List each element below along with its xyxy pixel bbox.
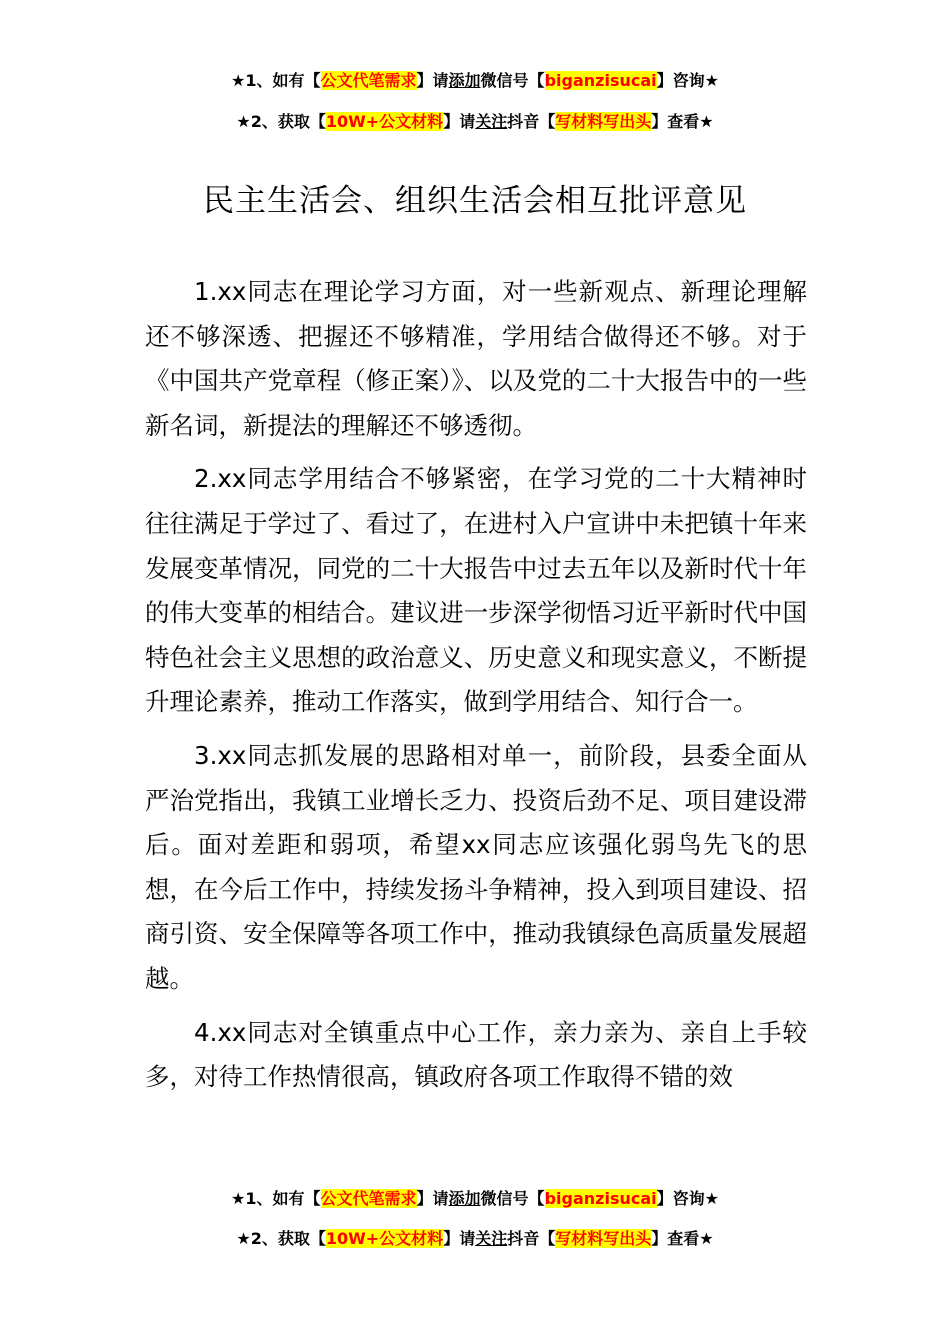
document-body [145,270,807,1109]
promo-underline: 添加 [448,71,481,90]
promo-text: 微信号【 [480,71,545,90]
promo-highlight: 写材料写出头 [555,1229,652,1248]
promo-underline: 关注 [475,112,508,131]
promo-text: ★1、如有【 [231,1189,321,1208]
header-promo-line-1 [0,71,950,91]
promo-text: 】咨询★ [656,1189,719,1208]
promo-text: 抖音【 [507,112,556,131]
promo-highlight: biganzisucai [544,71,657,90]
promo-highlight: 写材料写出头 [555,112,652,131]
promo-text: 抖音【 [507,1229,556,1248]
promo-underline: 关注 [475,1229,508,1248]
promo-text: 】查看★ [651,1229,714,1248]
promo-highlight: 公文代笔需求 [320,1189,417,1208]
promo-text: 】请 [416,1189,449,1208]
paragraph-2: 2.xx同志学用结合不够紧密，在学习党的二十大精神时往往满足于学过了、看过了，在进村入户宣讲中未把镇十年来发展变革情况，同党的二十大报告中过去五年以及新时代十年的伟大变革的相结合。建议进一步深学彻悟习近平新时代中国特色社会主义思想的政治意义、历史意义和现实意义，不断提升理论素养，推动工作落实，做到学用结合、知行合一。 [145,464,807,717]
promo-underline: 添加 [448,1189,481,1208]
paragraph-3: 3.xx同志抓发展的思路相对单一，前阶段，县委全面从严治党指出，我镇工业增长乏力、投资后劲不足、项目建设滞后。面对差距和弱项，希望xx同志应该强化弱鸟先飞的思想，在今后工作中，持续发扬斗争精神，投入到项目建设、招商引资、安全保障等各项工作中，推动我镇绿色高质量发展超越。 [145,740,807,993]
paragraph-1: 1.xx同志在理论学习方面，对一些新观点、新理论理解还不够深透、把握还不够精准，学用结合做得还不够。对于《中国共产党章程（修正案）》、以及党的二十大报告中的一些新名词，新提法的理解还不够透彻。 [145,277,807,440]
promo-text: ★1、如有【 [231,71,321,90]
promo-text: 】请 [443,1229,476,1248]
promo-highlight: 10W+公文材料 [325,112,444,131]
promo-text: ★2、获取【 [236,1229,326,1248]
header-promo-line-2 [0,112,950,132]
document-title: 民主生活会、组织生活会相互批评意见 [203,182,747,219]
promo-highlight: 10W+公文材料 [325,1229,444,1248]
promo-highlight: biganzisucai [544,1189,657,1208]
promo-text: 】查看★ [651,112,714,131]
footer-promo-line-2 [0,1229,950,1249]
promo-highlight: 公文代笔需求 [320,71,417,90]
paragraph-4: 4.xx同志对全镇重点中心工作，亲力亲为、亲自上手较多，对待工作热情很高，镇政府各项工作取得不错的效 [145,1017,807,1092]
promo-text: 微信号【 [480,1189,545,1208]
promo-text: 】咨询★ [656,71,719,90]
promo-text: 】请 [416,71,449,90]
footer-promo-line-1 [0,1189,950,1209]
promo-text: 】请 [443,112,476,131]
promo-text: ★2、获取【 [236,112,326,131]
